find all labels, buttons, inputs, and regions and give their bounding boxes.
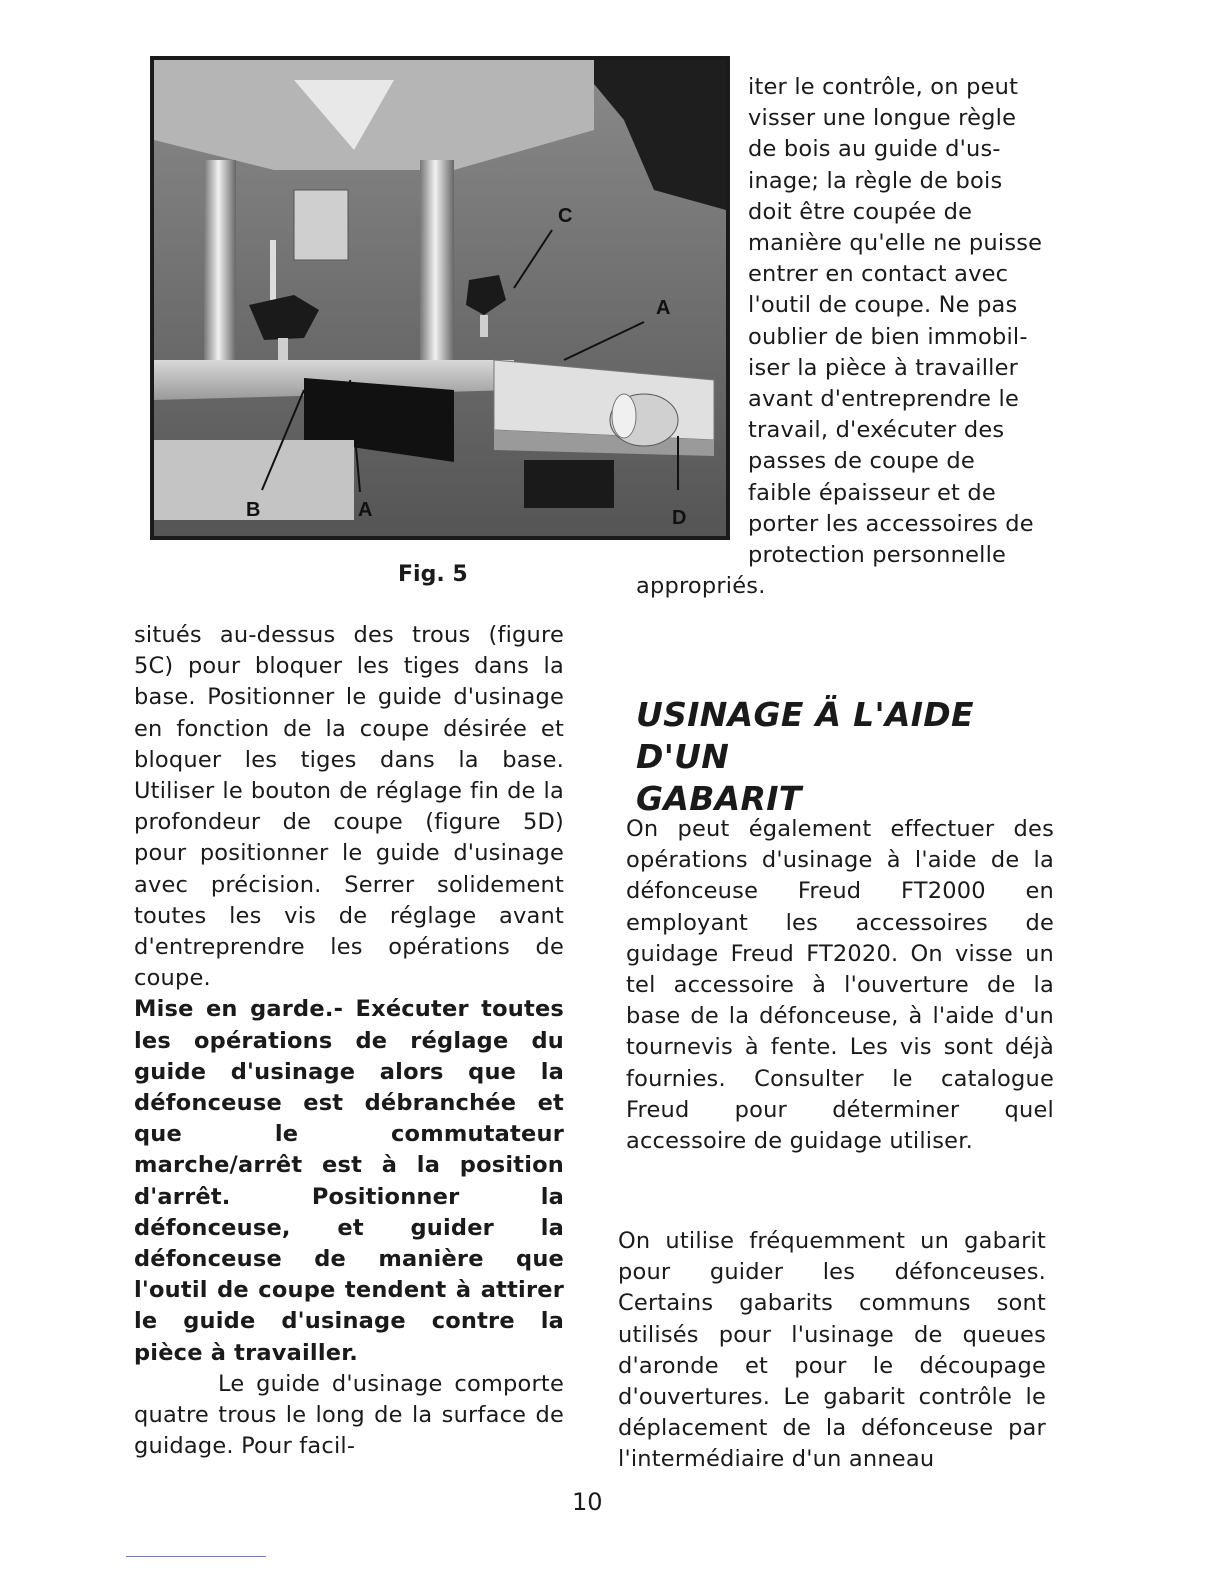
text-line: l'outil de coupe. Ne pas [748, 292, 1018, 319]
text-line: de bois au guide d'us- [748, 136, 1001, 163]
text-line: travail, d'exécuter des [748, 417, 1005, 444]
warning-paragraph: Mise en garde.- Exécuter toutes les opérations de réglage du guide d'usinage alors que la défonceuse est débranchée et que le commutateur marche/arrêt est à la position d'arrêt. Positionner la défonceuse, et guider la défonceuse de manière que l'outil de coupe tendent à attirer le guide d'usinage contre la pièce à travailler. [134, 996, 564, 1366]
callout-c: C [558, 205, 573, 227]
callout-a-bottom: A [358, 499, 373, 521]
text-line: doit être coupée de [748, 198, 973, 225]
section-paragraph-2: On utilise fréquemment un gabarit pour guider les défonceuses. Certains gabarits communs sont utilisés pour l'usinage de queues d'aronde et pour le découpage d'ouvertures. Le gabarit contrôle le déplacement de la défonceuse par l'intermédiaire d'un anneau [618, 1228, 1046, 1473]
figure-5-photo [150, 56, 730, 540]
text-line: inage; la règle de bois [748, 167, 1003, 194]
callout-a-top: A [656, 297, 671, 319]
text-line: avant d'entreprendre le [748, 386, 1019, 413]
figure-caption: Fig. 5 [398, 562, 468, 587]
router-illustration [154, 60, 726, 536]
text-line: protection personnelle [748, 542, 1007, 569]
page-number: 10 [572, 1488, 603, 1516]
left-paragraph-2: Le guide d'usinage comporte quatre trous le long de la surface de guidage. Pour facil- [134, 1370, 564, 1460]
text-line: porter les accessoires de [748, 510, 1034, 537]
text-line: oublier de bien immobil- [748, 323, 1028, 350]
text-line: passes de coupe de [748, 448, 975, 475]
callout-b: B [246, 499, 261, 521]
footnote-divider [126, 1556, 266, 1557]
heading-line-2: GABARIT [636, 779, 802, 818]
heading-line-1: USINAGE Ä L'AIDE D'UN [636, 695, 974, 776]
left-column [134, 620, 564, 1462]
text-line: manière qu'elle ne puisse [748, 230, 1043, 257]
text-line-tail: appropriés. [636, 573, 766, 600]
left-paragraph-1: situés au-dessus des trous (figure 5C) pour bloquer les tiges dans la base. Positionner le guide d'usinage en fonction de la coupe désirée et bloquer les tiges dans la base. Utiliser le bouton de réglage fin de la profondeur de coupe (figure 5D) pour positionner le guide d'usinage avec précision. Serrer solidement toutes les vis de réglage avant d'entreprendre les opérations de coupe. [134, 622, 564, 992]
text-line: iter le contrôle, on peut [748, 74, 1019, 100]
section-heading [636, 694, 1066, 820]
text-line: entrer en contact avec [748, 261, 1009, 288]
text-line: faible épaisseur et de [748, 479, 996, 506]
callout-d: D [672, 507, 687, 529]
right-column-top-text [636, 72, 1064, 602]
text-line: visser une longue règle [748, 105, 1017, 132]
text-line: iser la pièce à travailler [748, 354, 1019, 381]
section-paragraph-1: On peut également effectuer des opérations d'usinage à l'aide de la défonceuse Freud FT2000 en employant les accessoires de guidage Freud FT2020. On visse un tel accessoire à l'ouverture de la base de la défonceuse, à l'aide d'un tournevis à fente. Les vis sont déjà fournies. Consulter le catalogue Freud pour déterminer quel accessoire de guidage utiliser. [626, 816, 1054, 1155]
